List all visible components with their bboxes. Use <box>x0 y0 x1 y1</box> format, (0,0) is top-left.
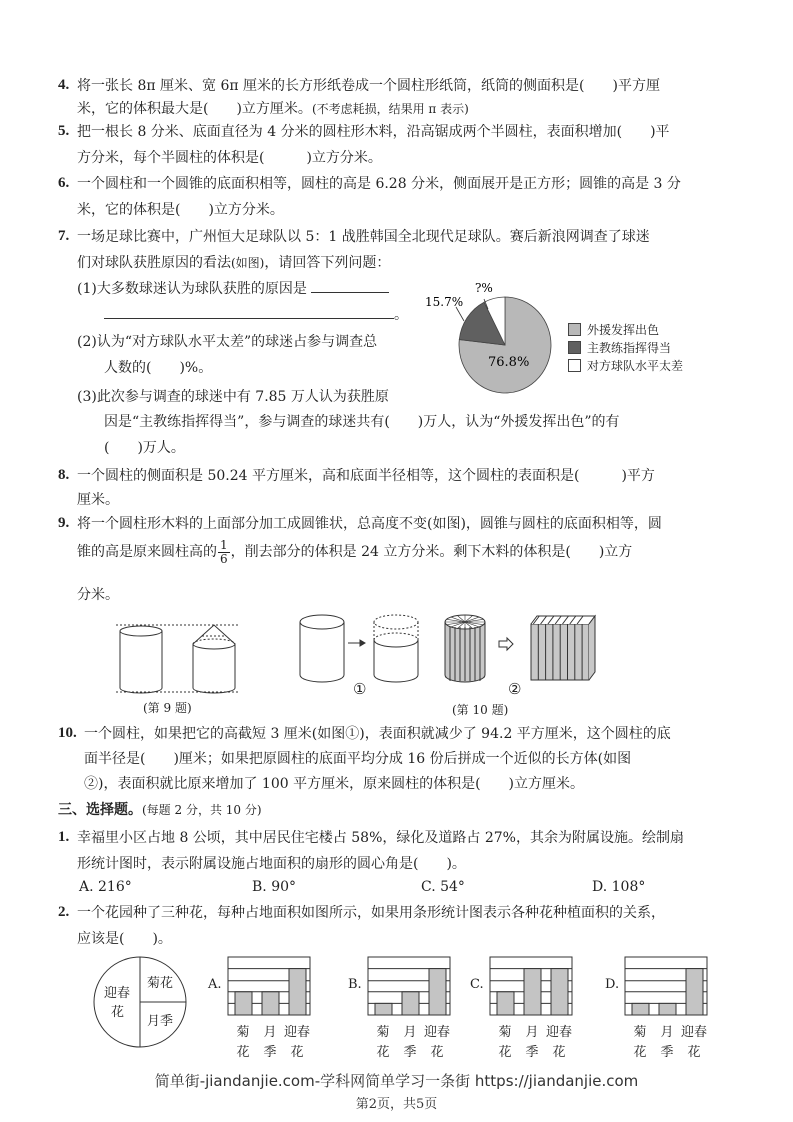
fraction-denominator: 6 <box>220 551 228 566</box>
bar <box>429 969 446 1015</box>
q9-fraction <box>218 539 230 566</box>
pie-label-foreign: 76.8% <box>488 355 530 370</box>
circle-label-yueji: 月季 <box>147 1014 174 1029</box>
c1-line1: 幸福里小区占地 8 公顷，其中居民住宅楼占 58%，绿化及道路占 27%，其余为附属设施。绘制扇 <box>77 830 684 846</box>
bar-category-label: 月 <box>525 1025 539 1040</box>
bar-chart <box>623 955 713 1017</box>
bar-chart <box>226 955 316 1017</box>
q6-line1: 一个圆柱和一个圆锥的底面积相等，圆柱的高是 6.28 分米，侧面展开是正方形；圆锥的高是 3 分 <box>77 176 681 192</box>
bar <box>686 969 703 1015</box>
bar-category-label: 菊 <box>633 1025 647 1040</box>
section3-note: (每题 2 分，共 10 分) <box>142 803 262 817</box>
q7-line2-end: ，请回答下列问题： <box>264 255 391 271</box>
bar <box>659 1003 676 1015</box>
bar-category-label: 季 <box>660 1045 674 1060</box>
q7-sub2-line1: (2)认为“对方球队水平太差”的球迷占参与调查总 <box>77 334 378 350</box>
q4-line1: 将一张长 8π 厘米、宽 6π 厘米的长方形纸卷成一个圆柱形纸筒，纸筒的侧面积是( )平方厘 <box>77 78 660 94</box>
bar <box>262 992 279 1015</box>
bar-category-label: 花 <box>236 1045 250 1060</box>
cylinder-icon <box>300 615 344 682</box>
q10-figure <box>295 608 605 688</box>
q7-sub1-line2 <box>104 306 408 324</box>
q9-line2-b: ，削去部分的体积是 24 立方分米。剩下木料的体积是( )立方 <box>230 544 633 560</box>
bar-category-label: 花 <box>687 1045 701 1060</box>
q10-line3: ②)，表面积就比原来增加了 100 平方厘米，原来圆柱的体积是( )立方厘米。 <box>84 776 585 792</box>
q4-line2-wrap <box>77 100 469 118</box>
q10-caption: (第 10 题) <box>452 703 509 717</box>
q10-figure-1-mark: ① <box>353 680 367 698</box>
bar <box>632 1003 649 1015</box>
q6-line2: 米，它的体积是( )立方分米。 <box>77 202 284 218</box>
bar-category-label: 迎春 <box>545 1025 573 1040</box>
bar-category-label: 菊 <box>236 1025 250 1040</box>
c1-line2: 形统计图时，表示附属设施占地面积的扇形的圆心角是( )。 <box>77 856 466 872</box>
page-number: 第2页，共5页 <box>355 1097 438 1112</box>
section3-heading <box>58 801 262 819</box>
q4-note: (不考虑耗损，结果用 π 表示) <box>311 102 469 116</box>
footer-watermark: 简单街-jiandanjie.com-学科网简单学习一条街 https://jiandanjie.com <box>154 1072 639 1090</box>
bar-category-label: 季 <box>525 1045 539 1060</box>
c2-option-c[interactable] <box>470 955 580 1060</box>
legend-label: 外援发挥出色 <box>587 322 660 337</box>
c2-line1: 一个花园种了三种花，每种占地面积如图所示，如果用条形统计图表示各种花种植面积的关系， <box>77 905 665 921</box>
legend-swatch <box>568 341 581 354</box>
c2-option-d[interactable] <box>605 955 715 1060</box>
bar-category-label: 花 <box>376 1045 390 1060</box>
c2-option-b[interactable] <box>348 955 458 1060</box>
c1-option-a: A. 216° <box>79 879 132 895</box>
circle-label-yingchun-2: 花 <box>111 1005 125 1020</box>
cone-on-cylinder-icon <box>193 625 235 693</box>
q8-line1: 一个圆柱的侧面积是 50.24 平方厘米，高和底面半径相等，这个圆柱的表面积是( )平方 <box>77 468 655 484</box>
q7-sub3-line1: (3)此次参与调查的球迷中有 7.85 万人认为获胜原 <box>77 389 389 405</box>
legend-label: 主教练指挥得当 <box>587 340 672 355</box>
q9-line1: 将一个圆柱形木料的上面部分加工成圆锥状，总高度不变(如图)，圆锥与圆柱的底面积相等，圆 <box>77 516 662 532</box>
circle-label-yingchun: 迎春 <box>104 986 131 1001</box>
q7-number: 7. <box>58 228 70 244</box>
fraction-numerator: 1 <box>220 537 228 552</box>
bar-category-label: 花 <box>290 1045 304 1060</box>
q4-number: 4. <box>58 77 70 93</box>
q7-sub1-blank <box>311 292 389 293</box>
q6-number: 6. <box>58 175 70 191</box>
bar-category-label: 月 <box>403 1025 417 1040</box>
bar <box>375 1003 392 1015</box>
bar-category-label: 迎春 <box>680 1025 708 1040</box>
q9-caption: (第 9 题) <box>143 701 192 715</box>
bar-category-label: 花 <box>552 1045 566 1060</box>
q10-line1: 一个圆柱，如果把它的高截短 3 厘米(如图①)，表面积就减少了 94.2 平方厘米，这个圆柱的底 <box>84 726 671 742</box>
q10-figure-2-mark: ② <box>508 680 522 698</box>
q7-sub1-end: 。 <box>394 307 408 323</box>
q7-sub1-text: (1)大多数球迷认为球队获胜的原因是 <box>77 281 307 297</box>
q5-line1: 把一根长 8 分米、底面直径为 4 分米的圆柱形木料，沿高锯成两个半圆柱，表面积增加( )平 <box>77 124 670 140</box>
legend-item <box>568 356 683 374</box>
q10-number: 10. <box>58 725 77 741</box>
bar-category-label: 月 <box>263 1025 277 1040</box>
bar-category-label: 菊 <box>498 1025 512 1040</box>
legend-swatch <box>568 323 581 336</box>
legend-item <box>568 320 683 338</box>
cut-cylinder-icon <box>374 615 418 682</box>
q10-line2: 面半径是( )厘米；如果把原圆柱的底面平均分成 16 份后拼成一个近似的长方体(如图 <box>84 751 632 767</box>
bar-category-label: 迎春 <box>283 1025 311 1040</box>
section3-title: 三、选择题。 <box>58 802 142 818</box>
bar <box>289 969 306 1015</box>
legend-swatch <box>568 359 581 372</box>
c2-line2: 应该是( )。 <box>77 931 172 947</box>
c2-number: 2. <box>58 904 70 920</box>
bar-category-label: 花 <box>498 1045 512 1060</box>
q7-pie-chart <box>420 275 570 405</box>
q8-number: 8. <box>58 467 70 483</box>
q4-line2: 米，它的体积最大是( )立方厘米。 <box>77 101 312 117</box>
q5-number: 5. <box>58 123 70 139</box>
q8-line2: 厘米。 <box>77 492 119 508</box>
pie-label-coach: 15.7% <box>425 295 464 309</box>
legend-item <box>568 338 683 356</box>
q7-sub1-blank2 <box>104 318 394 319</box>
q7-sub3-line2: 因是“主教练指挥得当”，参与调查的球迷共有( )万人，认为“外援发挥出色”的有 <box>104 414 620 430</box>
q9-line3: 分米。 <box>77 587 119 603</box>
q7-line2: 们对球队获胜原因的看法 <box>77 255 231 271</box>
option-label: C. <box>470 977 484 992</box>
c1-number: 1. <box>58 829 70 845</box>
option-label: A. <box>208 977 222 992</box>
q7-sub1 <box>77 280 389 298</box>
c1-option-d: D. 108° <box>592 879 646 895</box>
q5-line2: 方分米，每个半圆柱的体积是( )立方分米。 <box>77 150 382 166</box>
q7-line1: 一场足球比赛中，广州恒大足球队以 5：1 战胜韩国全北现代足球队。赛后新浪网调查了球迷 <box>77 229 650 245</box>
pie-legend <box>568 320 683 374</box>
pie-label-unknown: ?% <box>475 281 493 295</box>
bar-category-label: 花 <box>430 1045 444 1060</box>
arrow-right-icon <box>348 640 365 646</box>
bar-category-label: 月 <box>660 1025 674 1040</box>
bar-chart <box>488 955 578 1017</box>
bar-category-label: 迎春 <box>423 1025 451 1040</box>
approx-cuboid-icon <box>531 616 595 680</box>
q9-number: 9. <box>58 515 70 531</box>
circle-label-juhua: 菊花 <box>147 976 174 991</box>
cylinder-icon <box>120 626 162 693</box>
q9-line2-a: 锥的高是原来圆柱高的 <box>77 544 217 560</box>
c2-area-circle <box>92 955 188 1050</box>
sectored-cylinder-icon <box>445 615 485 682</box>
bar <box>235 992 252 1015</box>
bar <box>551 969 568 1015</box>
bar-category-label: 花 <box>633 1045 647 1060</box>
q9-figure <box>110 618 240 698</box>
c1-option-c: C. 54° <box>421 879 465 895</box>
bar-category-label: 季 <box>403 1045 417 1060</box>
q7-sub3-line3: ( )万人。 <box>104 440 185 456</box>
c1-option-b: B. 90° <box>252 879 297 895</box>
bar <box>497 992 514 1015</box>
bar-chart <box>366 955 456 1017</box>
c2-option-a[interactable] <box>208 955 318 1060</box>
option-label: B. <box>348 977 362 992</box>
q7-sub2-line2: 人数的( )%。 <box>104 360 213 376</box>
bar <box>402 992 419 1015</box>
bar-category-label: 季 <box>263 1045 277 1060</box>
q9-line2 <box>77 537 632 567</box>
hollow-arrow-icon <box>499 638 513 650</box>
q7-line2-wrap <box>77 254 390 272</box>
pie-leader-line <box>456 307 464 321</box>
legend-label: 对方球队水平太差 <box>587 358 684 373</box>
q7-see-figure: (如图) <box>231 256 265 270</box>
bar <box>524 969 541 1015</box>
option-label: D. <box>605 977 620 992</box>
bar-category-label: 菊 <box>376 1025 390 1040</box>
